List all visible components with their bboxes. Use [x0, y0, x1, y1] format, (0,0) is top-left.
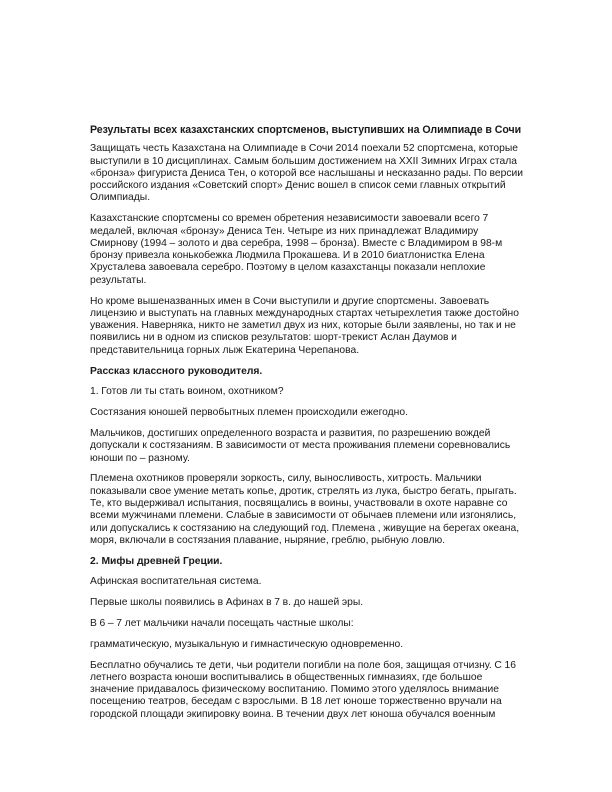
paragraph: 1. Готов ли ты стать воином, охотником? [90, 386, 284, 398]
paragraph: Защищать честь Казахстана на Олимпиаде в Сочи 2014 поехали 52 спортсмена, которые выступили в 10 дисциплинах. Самым большим достижением на XXII Зимних Играх стала «бронза» фигуриста Дениса Тен, о которой все наслышаны и несказанно рады. По версии российского издания «Советский спорт» Денис вошел в список семи главных открытий Олимпиады. [90, 143, 524, 204]
paragraph: Состязания юношей первобытных племен происходили ежегодно. [90, 407, 408, 419]
paragraph: В 6 – 7 лет мальчики начали посещать частные школы: [90, 618, 354, 629]
section-heading: Рассказ классного руководителя. [90, 365, 263, 377]
paragraph: Первые школы появились в Афинах в 7 в. до нашей эры. [90, 597, 364, 609]
paragraph: Афинская воспитательная система. [90, 576, 262, 588]
document-title: Результаты всех казахстанских спортсменов, выступивших на Олимпиаде в Сочи [90, 124, 522, 136]
paragraph: грамматическую, музыкальную и гимнастическую одновременно. [90, 638, 404, 650]
paragraph: Бесплатно обучались те дети, чьи родители погибли на поле боя, защищая отчизну. С 16 летнего возраста юноши воспитывались в общественных гимназиях, где большое значение придавалось физическому воспитанию. Помимо этого уделялось внимание посещению театров, беседам с взрослыми. В 18 лет юноше торжественно вручали на городской площади экипировку воина. В течении двух лет юноша обучался военным [90, 659, 516, 720]
section-heading: 2. Мифы древней Греции. [90, 555, 223, 567]
document-body [90, 124, 526, 730]
paragraph: Мальчиков, достигших определенного возраста и развития, по разрешению вождей допускали к состязаниям. В зависимости от места проживания племени соревновались юноши по – разному. [90, 427, 511, 464]
paragraph: Племена охотников проверяли зоркость, силу, выносливость, хитрость. Мальчики показывали свое умение метать копье, дротик, стрелять из лука, быстро бегать, прыгать. Те, кто выдерживал испытания, посвящались в воины, участвовали в охоте наравне со всеми мужчинами племени. Слабые в зависимости от обычаев племени или изгонялись, или допускались к состязанию на следующий год. Племена , живущие на берегах океана, моря, включали в состязания плавание, ныряние, греблю, рыбную ловлю. [90, 473, 520, 546]
paragraph: Но кроме вышеназванных имен в Сочи выступили и другие спортсмены. Завоевать лицензию и выступать на главных международных стартах четырехлетия также достойно уважения. Наверняка, никто не заметил двух из них, которые были заявлены, но так и не появились ни в одном из списков результатов: шорт-трекист Аслан Даумов и представительница горных лыж Екатерина Черепанова. [90, 295, 519, 356]
paragraph: Казахстанские спортсмены со времен обретения независимости завоевали всего 7 медалей, включая «бронзу» Дениса Тен. Четыре из них принадлежат Владимиру Смирнову (1994 – золото и два серебра, 1998 – бронза). Вместе с Владимиром в 98-м бронзу привезла конькобежка Людмила Прокашева. И в 2010 биатлонистка Елена Хрусталева завоевала серебро. Поэтому в целом казахстанцы показали неплохие результаты. [90, 213, 503, 286]
